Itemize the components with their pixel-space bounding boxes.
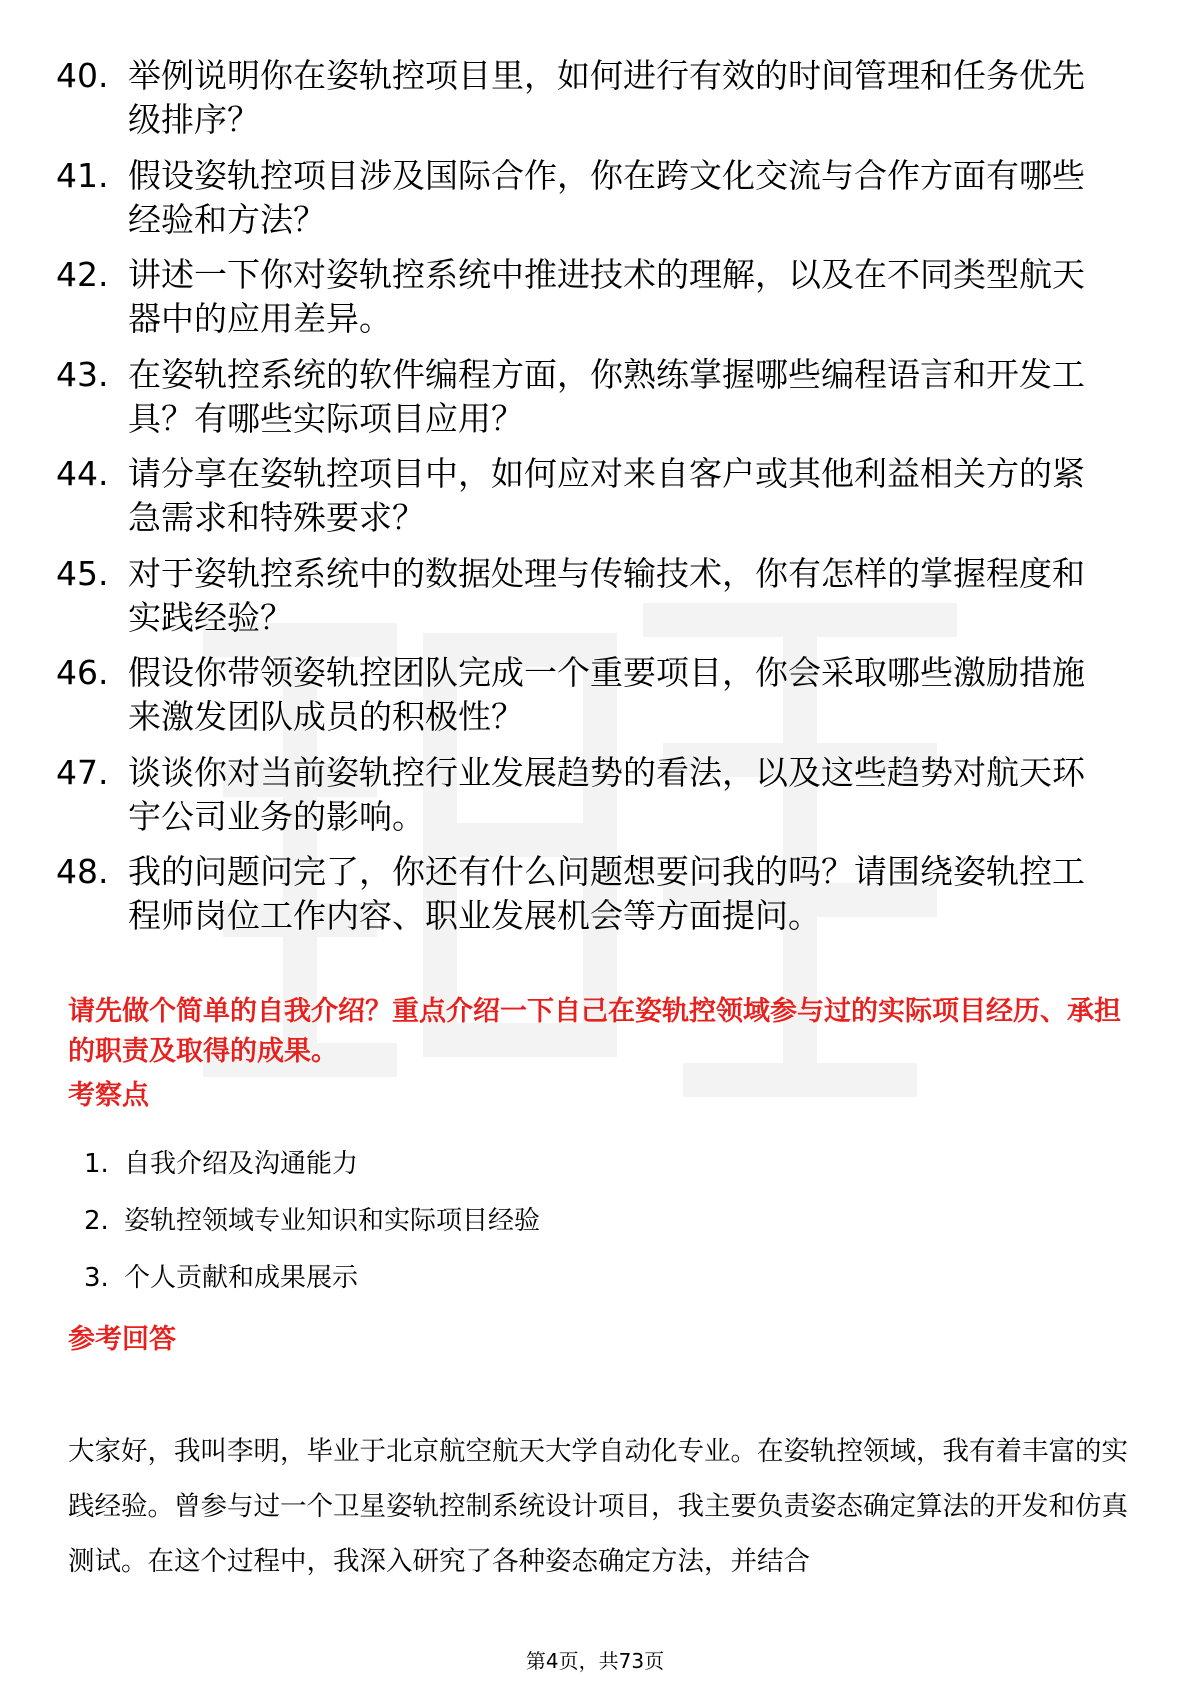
reference-title: 参考回答 <box>68 1324 176 1355</box>
assessment-point <box>84 1146 540 1182</box>
point-number: 1. <box>84 1149 109 1179</box>
question-item <box>56 154 1136 242</box>
assessment-title: 考察点 <box>68 1080 149 1111</box>
question-text: 举例说明你在姿轨控项目里，如何进行有效的时间管理和任务优先级排序？ <box>128 56 1085 139</box>
point-text: 姿轨控领域专业知识和实际项目经验 <box>124 1206 541 1236</box>
point-text: 个人贡献和成果展示 <box>124 1263 359 1293</box>
question-list <box>56 54 1136 950</box>
question-item <box>56 651 1136 739</box>
question-text: 在姿轨控系统的软件编程方面，你熟练掌握哪些编程语言和开发工具？有哪些实际项目应用？ <box>128 354 1085 438</box>
question-number: 48. <box>56 852 109 891</box>
point-number: 2. <box>84 1206 109 1236</box>
page-footer: 第4页，共73页 <box>525 1649 665 1673</box>
assessment-point <box>84 1260 540 1296</box>
question-item <box>56 850 1136 938</box>
question-number: 44. <box>56 454 109 493</box>
question-number: 45. <box>56 553 109 593</box>
question-item <box>56 552 1136 640</box>
question-item <box>56 253 1136 341</box>
highlight-question: 请先做个简单的自我介绍？重点介绍一下自己在姿轨控领域参与过的实际项目经历、承担的职责及取得的成果。 <box>68 996 1121 1067</box>
question-text: 谈谈你对当前姿轨控行业发展趋势的看法，以及这些趋势对航天环宇公司业务的影响。 <box>128 752 1085 836</box>
question-text: 我的问题问完了，你还有什么问题想要问我的吗？请围绕姿轨控工程师岗位工作内容、职业发展机会等方面提问。 <box>128 852 1085 935</box>
question-number: 42. <box>56 255 109 294</box>
question-text: 请分享在姿轨控项目中，如何应对来自客户或其他利益相关方的紧急需求和特殊要求？ <box>128 454 1085 537</box>
question-number: 40. <box>56 56 109 95</box>
question-item <box>56 452 1136 540</box>
question-number: 47. <box>56 752 109 792</box>
question-item <box>56 751 1136 839</box>
question-text: 假设姿轨控项目涉及国际合作，你在跨文化交流与合作方面有哪些经验和方法？ <box>128 155 1085 239</box>
question-item <box>56 353 1136 441</box>
question-text: 讲述一下你对姿轨控系统中推进技术的理解，以及在不同类型航天器中的应用差异。 <box>128 255 1085 338</box>
question-number: 46. <box>56 653 109 692</box>
question-text: 对于姿轨控系统中的数据处理与传输技术，你有怎样的掌握程度和实践经验？ <box>128 553 1085 637</box>
point-number: 3. <box>84 1263 109 1293</box>
question-item <box>56 54 1136 142</box>
assessment-points <box>84 1146 540 1317</box>
point-text: 自我介绍及沟通能力 <box>124 1149 359 1179</box>
question-number: 43. <box>56 354 109 394</box>
reference-answer: 大家好，我叫李明，毕业于北京航空航天大学自动化专业。在姿轨控领域，我有着丰富的实践经验。曾参与过一个卫星姿轨控制系统设计项目，我主要负责姿态确定算法的开发和仿真测试。在这个过程中，我深入研究了各种姿态确定方法，并结合 <box>68 1436 1128 1577</box>
question-number: 41. <box>56 155 109 195</box>
question-text: 假设你带领姿轨控团队完成一个重要项目，你会采取哪些激励措施来激发团队成员的积极性？ <box>128 653 1085 736</box>
assessment-point <box>84 1203 540 1239</box>
